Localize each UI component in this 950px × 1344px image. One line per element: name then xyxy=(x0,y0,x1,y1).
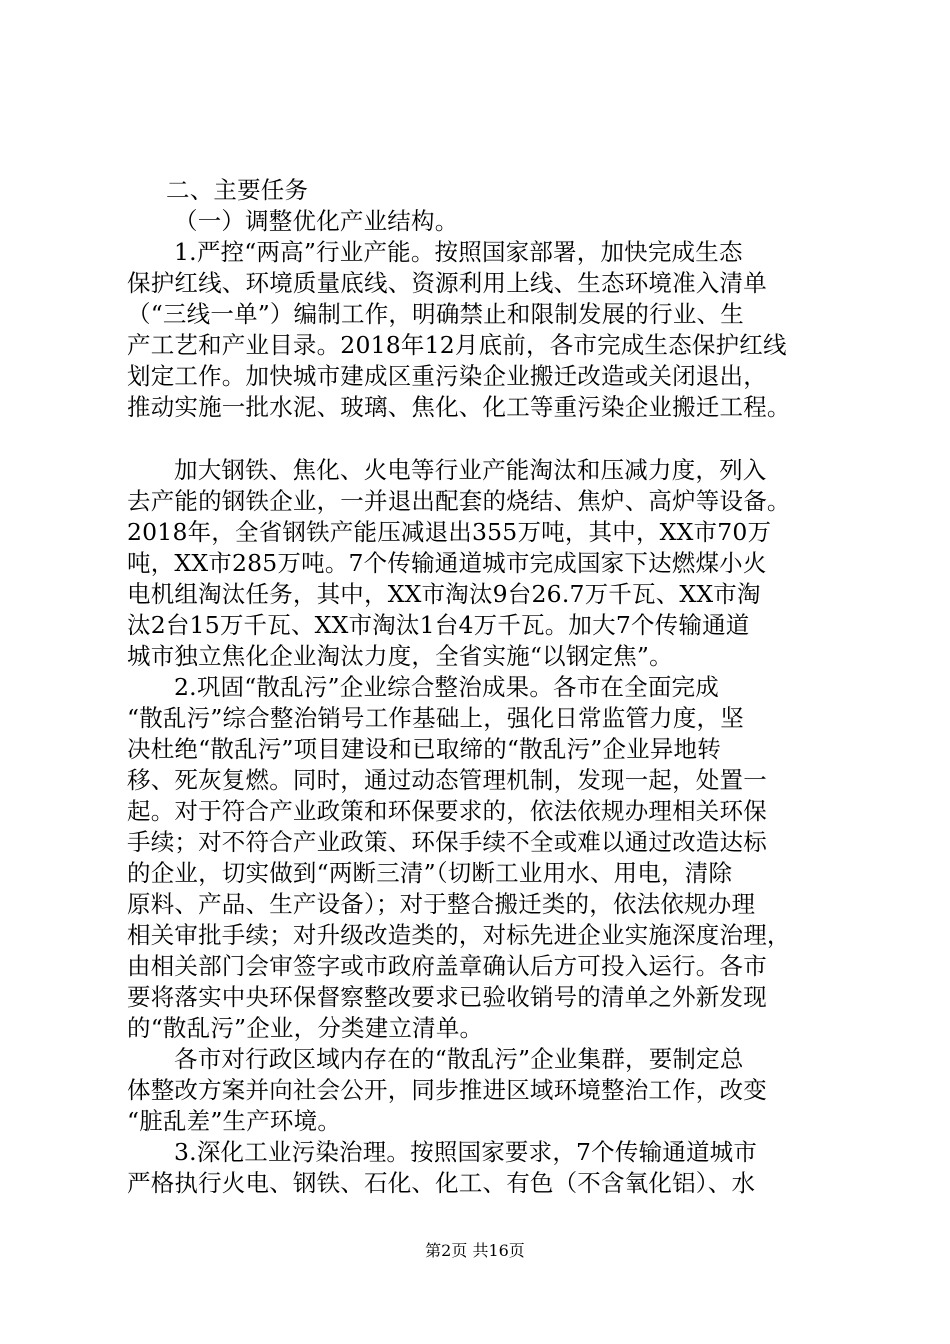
paragraph-line: 城市独立焦化企业淘汰力度，全省实施“以钢定焦”。 xyxy=(127,642,673,670)
paragraph-line: 2.巩固“散乱污”企业综合整治成果。各市在全面完成 xyxy=(174,673,719,701)
subsection-heading: （一）调整优化产业结构。 xyxy=(174,207,459,235)
paragraph-line: 严格执行火电、钢铁、石化、化工、有色（不含氧化铝）、水 xyxy=(127,1169,756,1197)
paragraph-line: 加大钢铁、焦化、火电等行业产能淘汰和压减力度，列入 xyxy=(174,456,767,484)
paragraph-line: 起。对于符合产业政策和环保要求的，依法依规办理相关环保 xyxy=(127,797,767,825)
paragraph-line: 电机组淘汰任务，其中，XX市淘汰9台26.7万千瓦、XX市淘 xyxy=(127,580,761,608)
paragraph-line: “散乱污”综合整治销号工作基础上，强化日常监管力度，坚 xyxy=(127,704,744,732)
paragraph-line: 各市对行政区域内存在的“散乱污”企业集群，要制定总 xyxy=(174,1045,744,1073)
paragraph-line: 移、死灰复燃。同时，通过动态管理机制，发现一起，处置一 xyxy=(127,766,767,794)
paragraph-line: 原料、产品、生产设备）；对于整合搬迁类的，依法依规办理 xyxy=(127,890,756,918)
paragraph-line: 推动实施一批水泥、玻璃、焦化、化工等重污染企业搬迁工程。 xyxy=(127,393,791,421)
paragraph-line: 由相关部门会审签字或市政府盖章确认后方可投入运行。各市 xyxy=(127,952,767,980)
paragraph-line: 汰2台15万千瓦、XX市淘汰1台4万千瓦。加大7个传输通道 xyxy=(127,611,750,639)
section-heading: 二、主要任务 xyxy=(166,176,309,204)
paragraph-line: 2018年，全省钢铁产能压减退出355万吨，其中，XX市70万 xyxy=(127,518,772,546)
paragraph-line: 相关审批手续；对升级改造类的，对标先进企业实施深度治理， xyxy=(127,921,791,949)
paragraph-line: 1.严控“两高”行业产能。按照国家部署，加快完成生态 xyxy=(174,238,743,266)
paragraph-line: 要将落实中央环保督察整改要求已验收销号的清单之外新发现 xyxy=(127,983,767,1011)
paragraph-line: “脏乱差”生产环境。 xyxy=(127,1107,342,1135)
paragraph-line: 体整改方案并向社会公开，同步推进区域环境整治工作，改变 xyxy=(127,1076,767,1104)
paragraph-line: 划定工作。加快城市建成区重污染企业搬迁改造或关闭退出， xyxy=(127,362,767,390)
paragraph-line: 3.深化工业污染治理。按照国家要求，7个传输通道城市 xyxy=(174,1138,758,1166)
paragraph-line: （“三线一单”）编制工作，明确禁止和限制发展的行业、生 xyxy=(127,300,744,328)
paragraph-line: 决杜绝“散乱污”项目建设和已取缔的“散乱污”企业异地转 xyxy=(127,735,721,763)
paragraph-line: 吨，XX市285万吨。7个传输通道城市完成国家下达燃煤小火 xyxy=(127,549,767,577)
paragraph-line: 去产能的钢铁企业，一并退出配套的烧结、焦炉、高炉等设备。 xyxy=(127,487,791,515)
paragraph-line: 的“散乱污”企业，分类建立清单。 xyxy=(127,1014,484,1042)
paragraph-line: 产工艺和产业目录。2018年12月底前，各市完成生态保护红线 xyxy=(127,331,787,359)
paragraph-line: 保护红线、环境质量底线、资源利用上线、生态环境准入清单 xyxy=(127,269,767,297)
paragraph-line: 手续；对不符合产业政策、环保手续不全或难以通过改造达标 xyxy=(127,828,767,856)
paragraph-line: 的企业，切实做到“两断三清”（切断工业用水、用电，清除 xyxy=(127,859,733,887)
page-footer: 第2页 共16页 xyxy=(425,1241,525,1260)
